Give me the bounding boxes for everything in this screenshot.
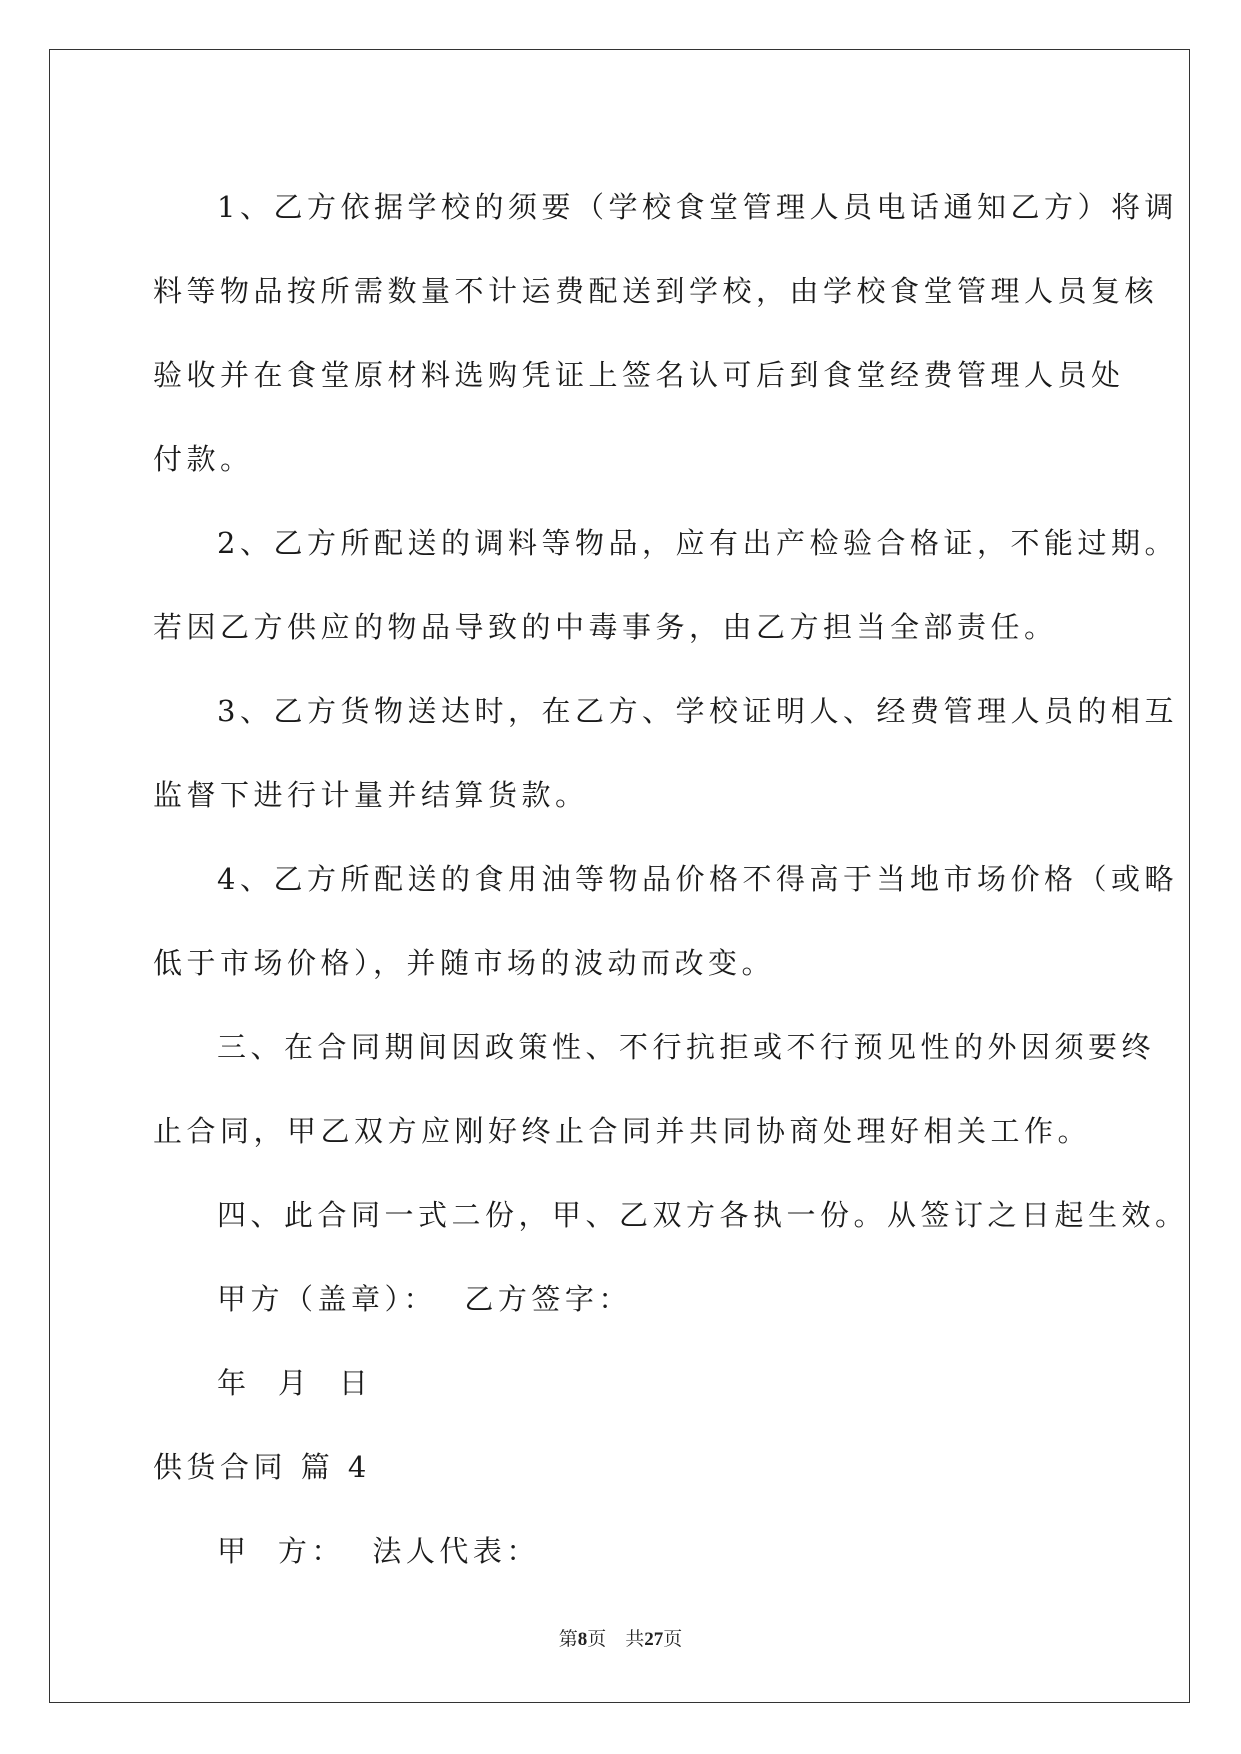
signature-line: 甲方（盖章）： 乙方签字： xyxy=(217,1282,632,1316)
total-pages-number: 27 xyxy=(644,1629,664,1650)
text-line: 3、乙方货物送达时，在乙方、学校证明人、经费管理人员的相互 xyxy=(217,694,1178,728)
text-line: 监督下进行计量并结算货款。 xyxy=(153,778,589,812)
document-body xyxy=(153,165,1189,1593)
text-line: 低于市场价格），并随市场的波动而改变。 xyxy=(153,946,776,980)
paragraph-1 xyxy=(153,165,1178,501)
paragraph-2 xyxy=(153,501,1178,669)
paragraph-4 xyxy=(153,837,1178,1005)
page-footer xyxy=(0,1624,1241,1651)
text-line: 4、乙方所配送的食用油等物品价格不得高于当地市场价格（或略 xyxy=(217,862,1178,896)
paragraph-6: 四、此合同一式二份，甲、乙双方各执一份。从签订之日起生效。 xyxy=(217,1198,1189,1232)
text-line: 三、在合同期间因政策性、不行抗拒或不行预见性的外因须要终 xyxy=(217,1030,1156,1064)
footer-prefix: 第 xyxy=(558,1629,578,1650)
text-line: 验收并在食堂原材料选购凭证上签名认可后到食堂经费管理人员处 xyxy=(153,358,1125,392)
section-heading: 供货合同 篇 4 xyxy=(153,1450,371,1484)
text-line: 止合同，甲乙双方应刚好终止合同并共同协商处理好相关工作。 xyxy=(153,1114,1092,1148)
text-line: 1、乙方依据学校的须要（学校食堂管理人员电话通知乙方）将调 xyxy=(217,190,1178,224)
party-a-line: 甲 方： 法人代表： xyxy=(217,1534,540,1568)
footer-suffix: 页 xyxy=(663,1629,683,1650)
text-line: 料等物品按所需数量不计运费配送到学校，由学校食堂管理人员复核 xyxy=(153,274,1159,308)
footer-mid: 页 共 xyxy=(587,1629,645,1650)
text-line: 若因乙方供应的物品导致的中毒事务，由乙方担当全部责任。 xyxy=(153,610,1058,644)
text-line: 付款。 xyxy=(153,442,254,476)
current-page-number: 8 xyxy=(577,1629,588,1650)
paragraph-5 xyxy=(153,1005,1156,1173)
text-line: 2、乙方所配送的调料等物品，应有出产检验合格证，不能过期。 xyxy=(217,526,1178,560)
date-line: 年 月 日 xyxy=(217,1366,373,1400)
paragraph-3 xyxy=(153,669,1178,837)
